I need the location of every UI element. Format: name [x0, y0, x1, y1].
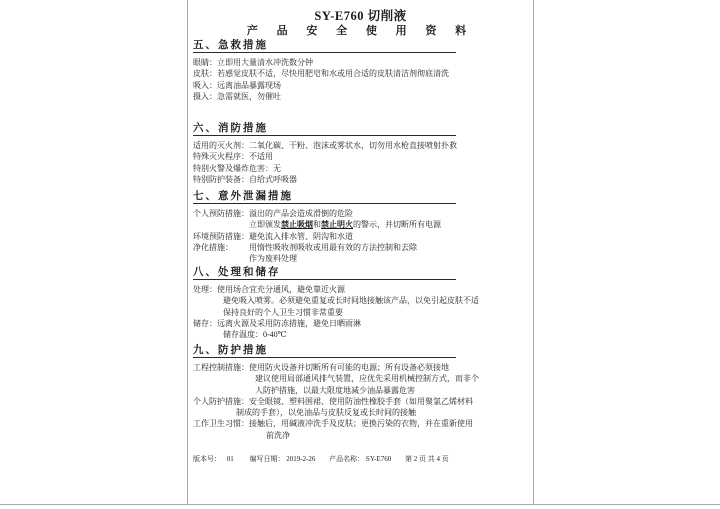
text-run: 急需就医，勿催吐 [217, 91, 281, 101]
section-body [193, 362, 533, 441]
entry-row [193, 362, 533, 396]
section-body [193, 208, 533, 264]
footer-page-info: 第 2 页 共 4 页 [404, 455, 449, 463]
entry-row [193, 284, 533, 318]
entry-line [217, 68, 533, 79]
entry-content [217, 80, 533, 91]
entry-content [236, 396, 533, 419]
text-run: 和 [313, 220, 321, 230]
document-subtitle: 产 品 安 全 使 用 资 料 [246, 25, 475, 37]
entry-line [249, 242, 533, 253]
entry-line [255, 385, 533, 396]
text-run: 使用防火设备并切断所有可能的电源；所有设备必须接地 [249, 363, 449, 372]
section-heading: 八、处理和储存 [193, 267, 456, 280]
section [193, 123, 533, 185]
entry-line [249, 140, 533, 151]
entry-label: 储存： [193, 318, 217, 328]
page-bottom-border [0, 504, 720, 505]
entry-label: 工作卫生习惯： [193, 419, 249, 429]
entry-label: 摄入： [193, 91, 217, 101]
section-heading: 六、消防措施 [193, 123, 456, 136]
entry-row [193, 318, 533, 341]
text-run: 不适用 [249, 152, 273, 162]
text-run: 自给式呼吸器 [249, 174, 297, 184]
entry-label: 适用的灭火剂： [193, 141, 249, 150]
entry-row [193, 57, 533, 68]
entry-row [193, 163, 533, 174]
entry-line [223, 329, 533, 340]
entry-content [249, 174, 533, 185]
entry-label: 吸入： [193, 80, 217, 90]
section-body [193, 140, 533, 185]
section [193, 345, 533, 441]
text-run: 无 [273, 163, 281, 173]
entry-content [249, 231, 533, 242]
entry-line [217, 80, 533, 91]
footer-version-value: 01 [226, 455, 234, 463]
entry-line [217, 57, 533, 68]
entry-content [249, 242, 533, 265]
entry-line [249, 362, 533, 373]
text-run: 保持良好的个人卫生习惯非常重要 [223, 307, 343, 317]
entry-line [217, 318, 533, 329]
entry-row [193, 418, 533, 441]
footer-version-label: 版本号： [193, 455, 221, 463]
entry-row [193, 174, 533, 185]
section-body [193, 57, 533, 102]
entry-row [193, 231, 533, 242]
footer-date-value: 2019-2-26 [286, 455, 316, 463]
text-run: 若感觉皮肤不适，尽快用肥皂和水或用合适的皮肤清洁剂彻底清洗 [217, 69, 449, 79]
entry-row [193, 396, 533, 419]
text-run: 制成的手套），以免油品与皮肤反复或长时间的接触 [236, 408, 416, 418]
entry-content [217, 284, 533, 318]
section-heading: 五、急救措施 [193, 40, 456, 53]
section-body [193, 284, 533, 340]
entry-content [217, 91, 533, 102]
entry-content [249, 418, 533, 441]
entry-row [193, 80, 533, 91]
entry-content [217, 68, 533, 79]
text-run: 远离火源及采用防冻措施，避免日晒雨淋 [217, 318, 361, 328]
entry-line [223, 295, 533, 306]
footer-product-value: SY-E760 [365, 455, 392, 463]
warning-emphasis: 禁止吸烟 [281, 220, 313, 230]
entry-line [249, 219, 533, 230]
entry-line [223, 307, 533, 318]
entry-content [249, 208, 533, 231]
entry-content [273, 163, 533, 174]
entry-label: 特殊灭火程序： [193, 152, 249, 162]
text-run: 建议使用局部通风排气装置，应优先采用机械控制方式，而非个 [255, 374, 479, 384]
entry-line [255, 373, 533, 384]
entry-row [193, 140, 533, 151]
entry-line [266, 430, 533, 441]
entry-line [236, 407, 533, 418]
text-run: 立即颁发 [249, 220, 281, 230]
entry-content [249, 362, 533, 396]
entry-line [217, 91, 533, 102]
entry-label: 眼睛： [193, 58, 217, 67]
entry-line [217, 284, 533, 295]
entry-line [249, 174, 533, 185]
section [193, 191, 533, 264]
text-run: 远离油品暴露现场 [217, 80, 281, 90]
text-run: 接触后，用碱液冲洗手及皮肤；更换污染的衣物，并在重新使用 [249, 419, 473, 429]
entry-line [249, 231, 533, 242]
text-run: 使用场合宜充分通风，避免靠近火源 [217, 285, 345, 294]
entry-label: 个人防护措施： [193, 396, 249, 406]
entry-line [249, 418, 533, 429]
entry-content [217, 318, 533, 341]
text-run: 储存温度：0-40℃ [223, 330, 287, 340]
entry-label: 个人预防措施： [193, 209, 249, 218]
section [193, 40, 533, 102]
document-page [187, 0, 534, 504]
entry-line [249, 396, 533, 407]
text-run: 避免流入排水管、阴沟和水道 [249, 231, 353, 241]
entry-content [249, 140, 533, 151]
entry-label: 特别防护装备： [193, 174, 249, 184]
text-run: 前洗净 [266, 430, 290, 440]
entry-row [193, 68, 533, 79]
text-run: 避免吸入喷雾。必须避免重复或长时间地接触该产品，以免引起皮肤不适 [223, 296, 479, 306]
text-run: 人防护措施，以最大限度地减少油品暴露危害 [255, 385, 415, 395]
entry-label: 净化措施： [193, 242, 233, 252]
entry-line [249, 208, 533, 219]
page-footer [193, 454, 449, 464]
footer-product-label: 产品名称： [329, 455, 365, 463]
entry-label: 工程控制措施： [193, 363, 249, 372]
text-run: 用惰性吸收剂吸收或用最有效的方法控制和去除 [249, 242, 417, 252]
entry-row [193, 151, 533, 162]
text-run: 安全眼镜、塑料围裙、使用防油性橡胶手套（如用聚氯乙烯材料 [249, 396, 473, 406]
text-run: 二氧化碳、干粉、泡沫或雾状水，切勿用水枪直接喷射扑救 [249, 141, 457, 150]
entry-content [217, 57, 533, 68]
entry-label: 特别火警及爆炸危害： [193, 163, 273, 173]
entry-line [249, 253, 533, 264]
entry-line [249, 151, 533, 162]
text-run: 的警示，并切断所有电源 [353, 220, 441, 230]
section-heading: 七、意外泄漏措施 [193, 191, 456, 204]
entry-content [249, 151, 533, 162]
entry-label: 处理： [193, 285, 217, 294]
entry-row [193, 242, 533, 265]
entry-row [193, 208, 533, 231]
entry-label: 环境预防措施： [193, 231, 249, 241]
entry-label: 皮肤： [193, 69, 217, 79]
warning-emphasis: 禁止明火 [321, 220, 353, 230]
section-heading: 九、防护措施 [193, 345, 456, 358]
entry-row [193, 91, 533, 102]
text-run: 立即用大量清水冲洗数分钟 [217, 58, 313, 67]
section [193, 267, 533, 340]
text-run: 作为废料处理 [249, 254, 297, 264]
footer-date-label: 编写日期： [249, 455, 285, 463]
entry-line [273, 163, 533, 174]
document-title: SY-E760 切削液 [314, 9, 407, 23]
text-run: 溢出的产品会造成滑倒的危险 [249, 209, 353, 218]
